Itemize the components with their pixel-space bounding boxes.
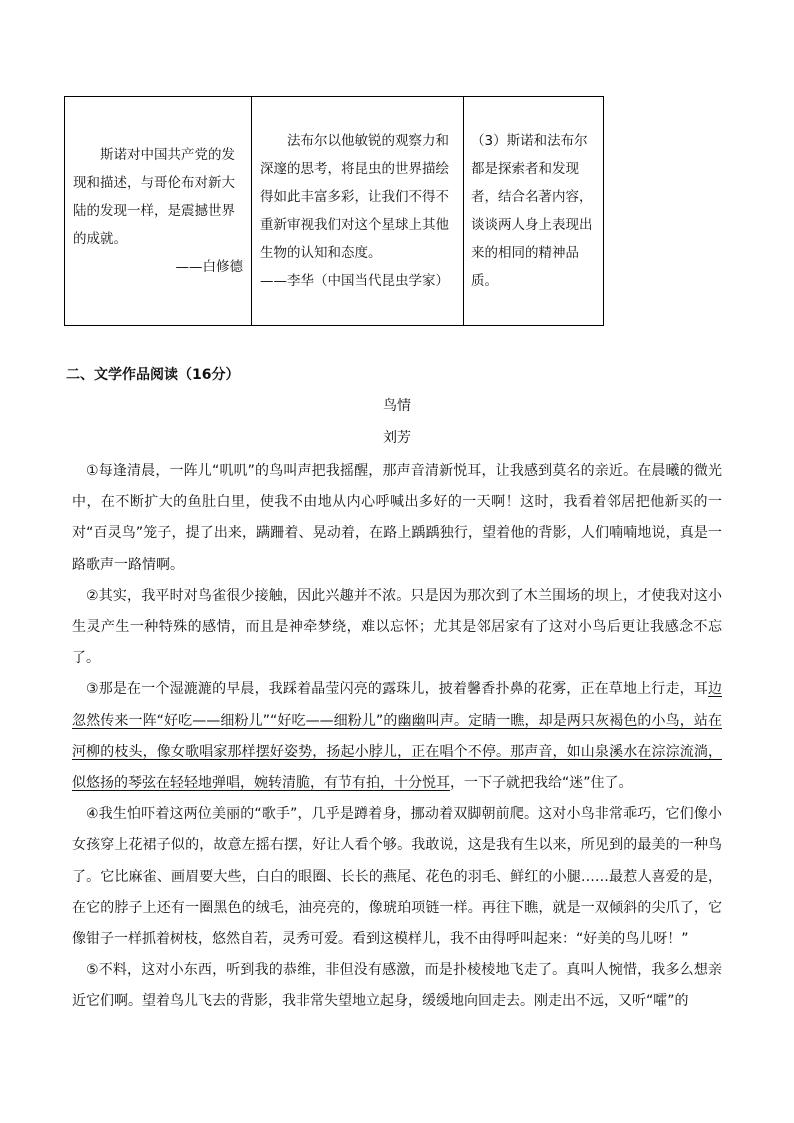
paragraph-4: ④我生怕吓着这两位美丽的“歌手”，几乎是蹲着身，挪动着双脚朝前爬。这对小鸟非常乖巧，它们像小女孩穿上花裙子似的，故意左摇右摆，好让人看个够。我敢说，这是我有生以来，所见到的最美的一种鸟了。它比麻雀、画眉要大些，白白的眼圈、长长的燕尾、花色的羽毛、鲜红的小腿……最惹人喜爱的是，在它的脖子上还有一圈黑色的绒毛，油亮亮的，像琥珀项链一样。再往下瞧，就是一双倾斜的尖爪了，它像钳子一样抓着树枝，悠然自若，灵秀可爱。看到这模样儿，我不由得呼叫起来：“好美的鸟儿呀！” <box>72 806 722 948</box>
quote-attribution-snow: ——白修德 <box>175 259 243 275</box>
paragraph-1: ①每逢清晨，一阵儿“叽叽”的鸟叫声把我摇醒，那声音清新悦耳，让我感到莫名的亲近。在晨曦的微光中，在不断扩大的鱼肚白里，使我不由地从内心呼喊出多好的一天啊！这时，我看着邻居把他新买的一对“百灵鸟”笼子，提了出来，蹒跚着、晃动着，在路上踽踽独行，望着他的背影，人们喃喃地说，真是一路歌声一路情啊。 <box>72 463 722 573</box>
article-body <box>72 456 722 1018</box>
question-cell <box>464 97 604 326</box>
paragraph-2: ②其实，我平时对鸟雀很少接触，因此兴趣并不浓。只是因为那次到了木兰围场的坝上，才使我对这小生灵产生一种特殊的感情，而且是神牵梦绕，难以忘怀；尤其是邻居家有了这对小鸟后更让我感念不忘了。 <box>72 587 722 667</box>
article-title: 鸟情 <box>383 398 411 414</box>
quote-attribution-fabre: ——李华（中国当代昆虫学家） <box>260 273 449 289</box>
paragraph-3-end: ，一下子就把我给“迷”住了。 <box>450 775 633 792</box>
underlined-passage: 边忽然传来一阵“好吃——细粉儿”“好吃——细粉儿”的幽幽叫声。定睛一瞧，却是两只灰褐色的小鸟，站在河柳的枝头，像女歌唱家那样摆好姿势，扬起小脖儿，正在唱个不停。那声音，如山泉溪水在淙淙流淌，似悠扬的琴弦在轻轻地弹唱，婉转清脆，有节有拍，十分悦耳 <box>72 681 722 792</box>
paragraph-3 <box>72 674 722 799</box>
quote-text-fabre: 法布尔以他敏锐的观察力和深邃的思考，将昆虫的世界描绘得如此丰富多彩，让我们不得不重新审视我们对这个星球上其他生物的认知和态度。 <box>260 133 449 261</box>
paragraph-5: ⑤不料，这对小东西，听到我的恭维，非但没有感激，而是扑棱棱地飞走了。真叫人惋惜，我多么想亲近它们啊。望着鸟儿飞去的背影，我非常失望地立起身，缓缓地向回走去。刚走出不远，又听“嚯”的 <box>72 962 722 1010</box>
quote-cell-snow <box>65 97 252 326</box>
quote-table <box>64 96 604 326</box>
section-title: 二、文学作品阅读（16分） <box>66 367 240 383</box>
question-text: （3）斯诺和法布尔都是探索者和发现者，结合名著内容，谈谈两人身上表现出来的相同的精神品质。 <box>471 133 593 289</box>
article-author: 刘芳 <box>383 430 411 446</box>
quote-text-snow: 斯诺对中国共产党的发现和描述，与哥伦布对新大陆的发现一样，是震撼世界的成就。 <box>73 147 235 247</box>
quote-cell-fabre <box>252 97 464 326</box>
paragraph-3-start: ③那是在一个湿漉漉的早晨，我踩着晶莹闪亮的露珠儿，披着馨香扑鼻的花雾，正在草地上行走，耳 <box>86 681 708 698</box>
